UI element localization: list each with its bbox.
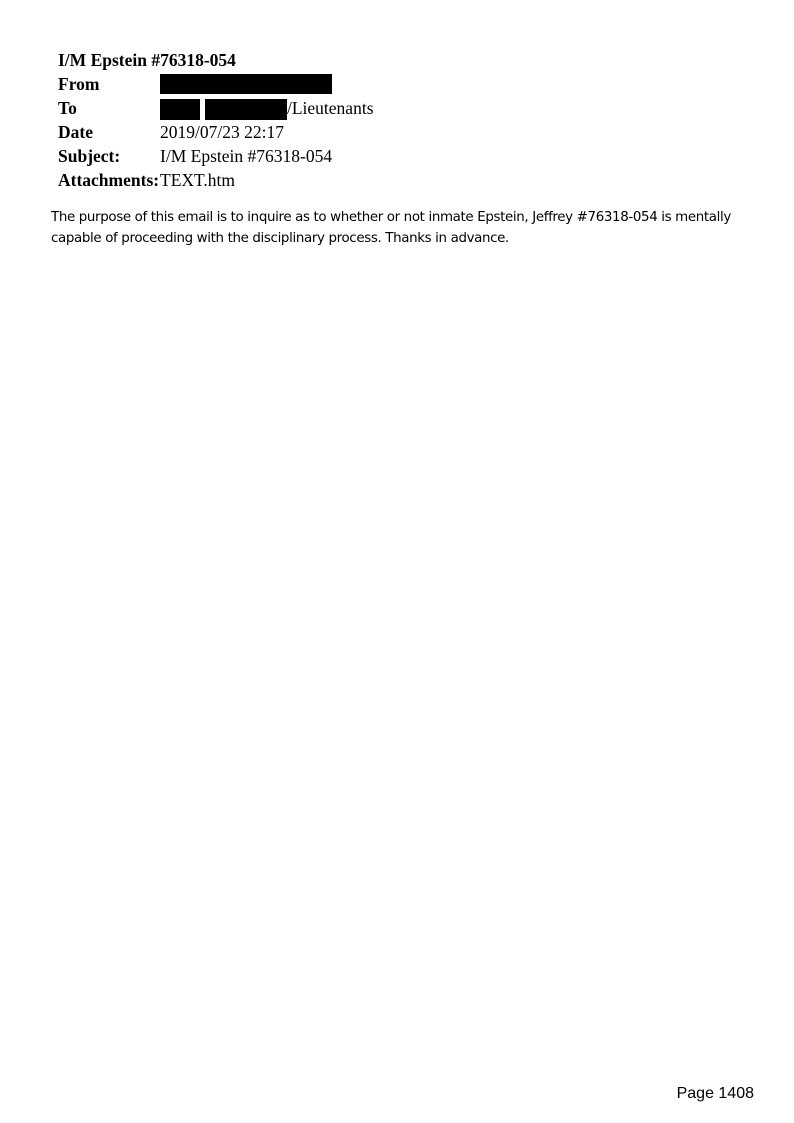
- to-value-suffix: /Lieutenants: [287, 98, 374, 118]
- date-label: Date: [58, 122, 93, 142]
- attachments-value: TEXT.htm: [160, 170, 236, 190]
- subject-row: [58, 144, 333, 168]
- redaction-block-to-2: [205, 99, 287, 120]
- page-number: Page 1408: [676, 1085, 754, 1102]
- redaction-block-from: [160, 74, 332, 94]
- attachments-row: [58, 168, 236, 192]
- email-title: I/M Epstein #76318-054: [58, 50, 236, 70]
- email-body: The purpose of this email is to inquire as to whether or not inmate Epstein, Jeffrey #76318-054 is mentally capable of proceeding with the disciplinary process. Thanks in advance.: [51, 210, 731, 246]
- redaction-block-to-1: [160, 99, 200, 120]
- attachments-label: Attachments:: [58, 170, 160, 190]
- from-value: [160, 72, 332, 96]
- from-label: From: [58, 74, 100, 94]
- date-row: [58, 120, 284, 144]
- email-header: [58, 48, 374, 192]
- from-row: [58, 72, 236, 96]
- to-value: [160, 96, 374, 120]
- date-value: 2019/07/23 22:17: [160, 122, 284, 142]
- to-row: [58, 96, 374, 120]
- to-label: To: [58, 98, 77, 118]
- subject-label: Subject:: [58, 146, 121, 166]
- subject-value: I/M Epstein #76318-054: [160, 146, 333, 166]
